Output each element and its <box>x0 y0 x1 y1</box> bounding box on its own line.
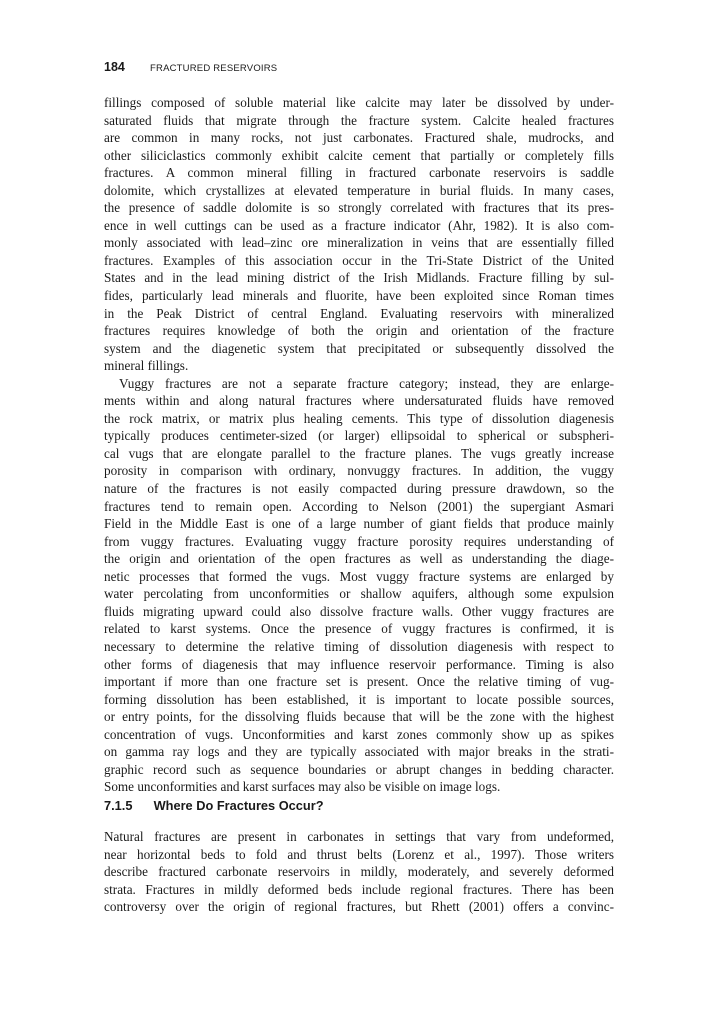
text-line: strata. Fractures in mildly deformed beds include regional fractures. There has been <box>104 881 614 897</box>
text-line: Natural fractures are present in carbonates in settings that vary from undeformed, <box>104 829 614 844</box>
body-text-upper <box>104 94 614 796</box>
text-line: the rock matrix, or matrix plus healing cements. This type of dissolution diagenesis <box>104 410 614 426</box>
text-line: system and the diagenetic system that precipitated or subsequently dissolved the <box>104 340 614 356</box>
body-text-lower <box>104 828 614 916</box>
running-title: FRACTURED RESERVOIRS <box>150 63 278 74</box>
page-header <box>104 60 277 74</box>
text-line: or entry points, for the dissolving fluids because that will be the zone with the highest <box>104 709 614 725</box>
text-line: fluids migrating upward could also dissolve fracture walls. Other vuggy fractures are <box>104 603 614 619</box>
text-line: describe fractured carbonate reservoirs in mildly, moderately, and severely deformed <box>104 864 614 880</box>
text-line: in the Peak District of central England. Evaluating reservoirs with mineralized <box>104 305 614 321</box>
text-line: monly associated with lead–zinc ore mineralization in veins that are essentially filled <box>104 235 614 251</box>
text-line: Field in the Middle East is one of a large number of giant fields that produce mainly <box>104 516 614 532</box>
section-title: Where Do Fractures Occur? <box>153 798 324 813</box>
text-line: saturated fluids that migrate through the fracture system. Calcite healed fractures <box>104 112 614 128</box>
text-line: fractures. A common mineral filling in fractured carbonate reservoirs is saddle <box>104 165 614 181</box>
text-line: typically produces centimeter-sized (or larger) ellipsoidal to spherical or subspheri- <box>104 428 614 444</box>
text-line: are common in many rocks, not just carbonates. Fractured shale, mudrocks, and <box>104 130 614 146</box>
text-line: States and in the lead mining district of the Irish Midlands. Fracture filling by sul- <box>104 270 614 286</box>
text-line: other siliciclastics commonly exhibit calcite cement that partially or completely fills <box>104 147 614 163</box>
section-number: 7.1.5 <box>104 798 133 813</box>
text-line: on gamma ray logs and they are typically associated with major breaks in the strati- <box>104 744 614 760</box>
text-line: the presence of saddle dolomite is so strongly correlated with fractures that its pres- <box>104 200 614 216</box>
page-number: 184 <box>104 60 125 74</box>
text-line: Some unconformities and karst surfaces may also be visible on image logs. <box>104 779 501 795</box>
text-line: near horizontal beds to fold and thrust belts (Lorenz et al., 1997). Those writers <box>104 846 614 862</box>
text-line: fides, particularly lead minerals and fluorite, have been exploited since Roman times <box>104 288 614 304</box>
text-line: dolomite, which crystallizes at elevated temperature in burial fluids. In many cases, <box>104 182 614 198</box>
text-line: other forms of diagenesis that may influence reservoir performance. Timing is also <box>104 656 614 672</box>
text-line: related to karst systems. Once the presence of vuggy fractures is confirmed, it is <box>104 621 614 637</box>
text-line: cal vugs that are elongate parallel to the fracture planes. The vugs greatly increase <box>104 445 614 461</box>
text-line: graphic record such as sequence boundaries or abrupt changes in bedding character. <box>104 761 614 777</box>
text-line: water percolating from unconformities or shallow aquifers, although some expulsion <box>104 586 614 602</box>
text-line: porosity in comparison with ordinary, nonvuggy fractures. In addition, the vuggy <box>104 463 614 479</box>
text-line: fractures tend to remain open. According to Nelson (2001) the supergiant Asmari <box>104 498 614 514</box>
text-line: controversy over the origin of regional fractures, but Rhett (2001) offers a convinc- <box>104 899 614 915</box>
paragraph-vuggy-fractures <box>104 375 614 796</box>
text-line: from vuggy fractures. Evaluating vuggy fracture porosity requires understanding of <box>104 533 614 549</box>
text-line: netic processes that formed the vugs. Most vuggy fracture systems are enlarged by <box>104 568 614 584</box>
text-line: fractures requires knowledge of both the origin and orientation of the fracture <box>104 323 614 339</box>
text-line: fractures. Examples of this association occur in the Tri-State District of the United <box>104 252 614 268</box>
text-line: the origin and orientation of the open fractures as well as understanding the diage- <box>104 551 614 567</box>
text-line: important if more than one fracture set is present. Once the relative timing of vug- <box>104 674 614 690</box>
paragraph-fracture-settings <box>104 828 614 916</box>
text-line: concentration of vugs. Unconformities and karst zones commonly show up as spikes <box>104 726 614 742</box>
text-line: mineral fillings. <box>104 358 189 374</box>
section-heading <box>104 798 324 813</box>
text-line: ence in well cuttings can be used as a fracture indicator (Ahr, 1982). It is also com- <box>104 217 614 233</box>
text-line: fillings composed of soluble material like calcite may later be dissolved by under- <box>104 95 614 110</box>
text-line: nature of the fractures is not easily compacted during pressure drawdown, so the <box>104 481 614 497</box>
text-line: forming dissolution has been established, it is important to locate possible sources, <box>104 691 614 707</box>
text-line: necessary to determine the relative timing of dissolution diagenesis with respect to <box>104 638 614 654</box>
text-line: Vuggy fractures are not a separate fracture category; instead, they are enlarge- <box>119 375 614 391</box>
text-line: ments within and along natural fractures where undersaturated fluids have removed <box>104 393 614 409</box>
paragraph-mineral-fillings <box>104 94 614 375</box>
